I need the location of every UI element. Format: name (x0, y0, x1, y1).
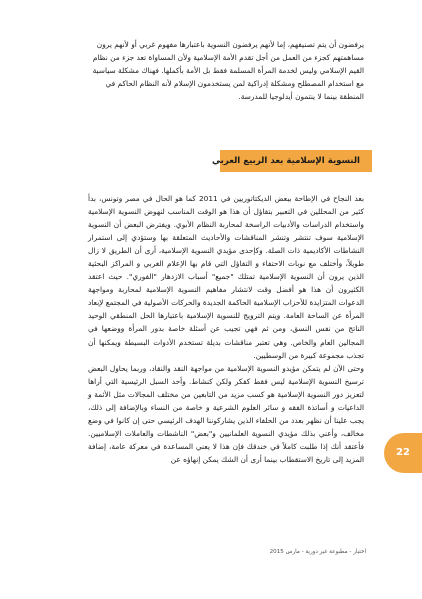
section-heading: النسوية الإسلامية بعد الربيع العربي (211, 156, 360, 166)
page-number-tab (384, 433, 422, 473)
body-paragraph: بعد النجاح في الإطاحة ببعض الديكتاتوريين في 2011 كما هو الحال في مصر وتونس، بدأ كثير من المحللين في التعبير بتفاؤل أن هذا هو الوقت المناسب لنهوض النسوية الإسلامية واستخدام الدراسات والأدبيات الراسخة لمحاربة النظام الأبوي. ويفترض البعض أن النسوية الإسلامية سوف تنتشر وتنشر المناقشات والأحاديث المتعلقة بها وستؤدي إلى استمرار النشاطات الأكاديمية ذات الصلة. وكإحدى مؤيدي النسوية الإسلامية، أرى أن الطريق لا زال طويلاً، وأختلف مع نوبات الاحتفاء و التفاؤل التي قام بها الإعلام الغربي و المراكز البحثية الذين يرون أن النسوية الإسلامية تمتلك "جميع" أسباب الازدهار "الفوري". حيث اعتقد الكثيرون أن هذا هو أفضل وقت لانتشار مفاهيم النسوية الإسلامية لمحاربة ومواجهة الدعوات المتزايدة للأحزاب الإسلامية الحاكمة الجديدة والحركات الأصولية في المجتمع لإبعاد المرأة عن الساحة العامة. ويتم الترويج للنسوية الإسلامية باعتبارها الحل المنطقي الوحيد الناتج من نفس النسق، ومن ثم فهي تجيب عن أسئلة خاصة بدور المرأة ووضعها في المجالين العام والخاص. وهي تعتبر مناقشات بديلة تستخدم الأدوات البسيطة ويمكنها أن تجذب مجموعة كبيرة من الوسطيين. (88, 194, 364, 360)
section-heading-banner (211, 150, 372, 172)
intro-line: مع استخدام المصطلح ومشكلة إدراكية لمن يستخدمون الإسلام لأنه النظام الحاكم في (105, 79, 364, 89)
intro-line: مساهمتهم كجزء من العمل من أجل تقدم الأمة الإسلامية ولأن المساواة تعد جزء من نظام (92, 53, 364, 63)
body-text (88, 192, 364, 466)
body-paragraph: وحتى الآن لم يتمكن مؤيدو النسوية الإسلامية من مواجهة النقد والنقاد، وربما يحاول البعض ترسيخ النسوية الإسلامية ليس فقط كفكر ولكن كنشاط. وأحد السبل الرئيسية التي أراها لتعزيز دور النسوية الإسلامية هو كسب مزيد من التابعين من مختلف المجالات مثل الأئمة و الداعيات و أساتذة الفقه و سائر العلوم الشرعية و خاصة من النساء وبالإضافة إلى ذلك، يجب علينا أن نظهر بعدد من الحلفاء الذين يشاركوننا الهدف الرئيسي حتى إن كانوا في وضع مخالف، وأعني بذلك مؤيدي النسوية العلمانيين و"بعض" الناشطات والعاملات الإسلاميين. فأعتقد أنك إذا طلبت كاملاً في خندقك فإن هذا لا يعني المساعدة في معركة عامة، إضافة المزيد إلى تاريخ الاستقطاب بينما أرى أن الشك يمكن إنهاؤه عن (88, 363, 364, 464)
page-footer: اختيار - مطبوعة غير دورية - مارس 2015 (269, 549, 366, 555)
page-number: 22 (396, 447, 410, 458)
intro-line: يرفضون أن يتم تصنيفهم، إما لأنهم يرفضون النسوية باعتبارها مفهوم غربي أو لأنهم يرون (96, 40, 364, 49)
intro-paragraph (88, 38, 364, 103)
intro-line: القيم الإسلامي وليس لخدمة المرأة المسلمة فقط بل الأمة بأكملها. فهناك مشكلة سياسية (92, 66, 364, 76)
intro-line: المنطقة بينما لا ينتمون أيدلوجيا للمدرسة. (238, 92, 364, 102)
